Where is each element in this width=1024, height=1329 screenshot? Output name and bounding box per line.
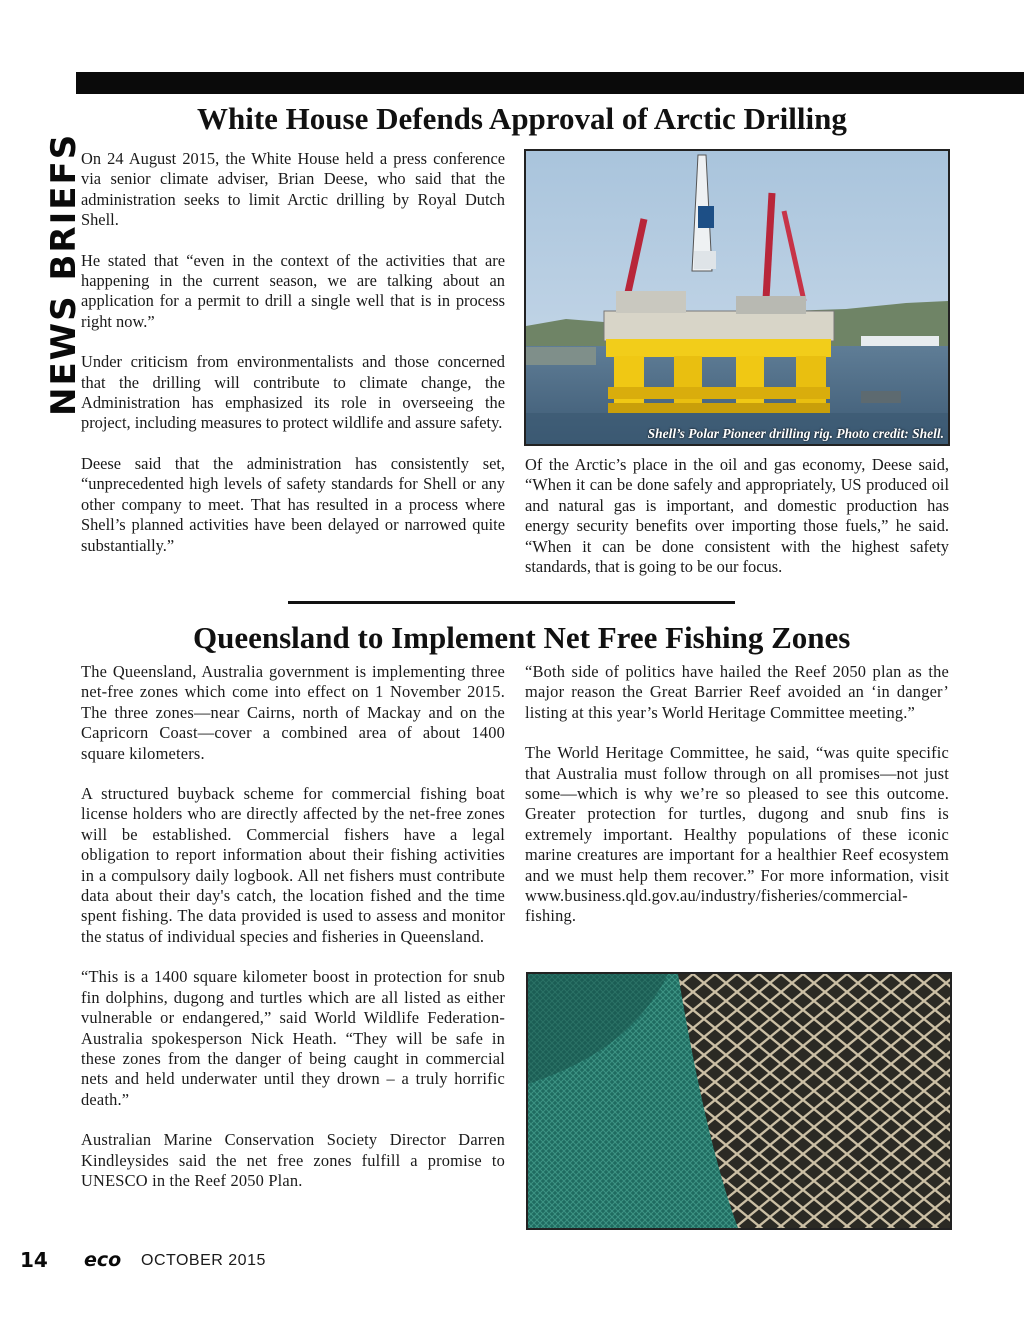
issue-date: OCTOBER 2015 [141,1252,266,1269]
photo-caption: Shell’s Polar Pioneer drilling rig. Photo credit: Shell. [647,426,944,441]
article1-paragraph: On 24 August 2015, the White House held a press conference via senior climate adviser, Brian Deese, who said that the administration seeks to limit Arctic drilling by Royal Dutch Shell. [81,149,505,230]
drilling-rig-photo [524,149,950,446]
fishing-net-illustration [528,974,950,1228]
article2-headline: Queensland to Implement Net Free Fishing Zones [193,620,851,655]
article2-right-column [525,662,949,947]
fishing-net-photo [526,972,952,1230]
article2-paragraph: The World Heritage Committee, he said, “was quite specific that Australia must follow through on all promises—not just some—which is why we’re so pleased to see this outcome. Greater protection for turtles, dugong and snub fins is extremely important. Healthy populations of these iconic marine creatures are important for a healthier Reef ecosystem and we must help them recover.” For more information, visit www.business.qld.gov.au/industry/fisheries/commercial-fishing. [525,743,949,926]
article2-paragraph: A structured buyback scheme for commercial fishing boat license holders who are directly affected by the net-free zones will be established. Commercial fishers have a legal obligation to report information about their fishing activities in a compulsory daily logbook. All net fishers must contribute data about their day's catch, the location fished and the time spent fishing. The data provided is used to assess and monitor the status of individual species and fisheries in Queensland. [81,784,505,946]
article2-paragraph: Australian Marine Conservation Society Director Darren Kindleysides said the net free zones fulfill a promise to UNESCO in the Reef 2050 Plan. [81,1130,505,1190]
magazine-logo: eco [84,1249,122,1271]
article2-paragraph: “This is a 1400 square kilometer boost in protection for snub fin dolphins, dugong and turtles which are all listed as either vulnerable or endangered,” said World Wildlife Federation-Australia spokesperson Nick Heath. “They will be safe in these zones from the danger of being caught in commercial nets and held underwater until they drown – a truly horrific death.” [81,967,505,1109]
article1-paragraph: Of the Arctic’s place in the oil and gas economy, Deese said, “When it can be done safely and appropriately, US produced oil and natural gas is important, and domestic production has energy security benefits over importing those fuels,” he said. “When it can be done consistent with the highest safety standards, that is going to be our focus. [525,455,949,577]
drilling-rig-illustration [526,151,948,444]
article2-left-column [81,662,505,1211]
article2-paragraph: “Both side of politics have hailed the Reef 2050 plan as the major reason the Great Barrier Reef avoided an ‘in danger’ listing at this year’s World Heritage Committee meeting.” [525,662,949,722]
article1-right-column [525,455,949,597]
article1-headline: White House Defends Approval of Arctic Drilling [197,101,847,136]
article2-paragraph: The Queensland, Australia government is implementing three net-free zones which come into effect on 1 November 2015. The three zones—near Cairns, north of Mackay and on the Capricorn Coast—cover a combined area of about 1400 square kilometers. [81,662,505,763]
article1-paragraph: Under criticism from environmentalists and those concerned that the drilling will contribute to climate change, the Administration has emphasized its role in overseeing the project, including measures to protect wildlife and assure safety. [81,352,505,433]
section-tab [0,72,84,416]
article-divider [288,601,735,604]
header-bar [0,72,1024,94]
page-number: 14 [20,1248,48,1272]
article1-paragraph: He stated that “even in the context of the activities that are happening in the current season, we are talking about an application for a permit to drill a single well that is in process right now.” [81,250,505,331]
section-label: NEWS BRIEFS [44,132,84,416]
article1-paragraph: Deese said that the administration has consistently set, “unprecedented high levels of safety standards for Shell or any other company to meet. That has resulted in a process where Shell’s planned activities have been delayed or narrowed quite substantially.” [81,453,505,555]
article1-left-column [81,149,505,576]
